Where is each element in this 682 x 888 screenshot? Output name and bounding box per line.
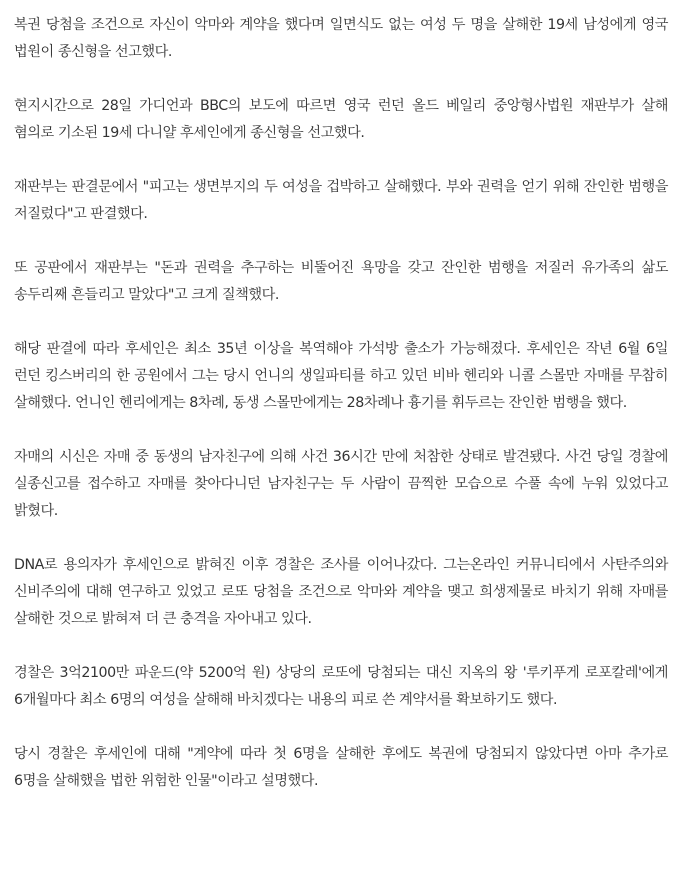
paragraph-5: 해당 판결에 따라 후세인은 최소 35년 이상을 복역해야 가석방 출소가 가능해졌다. 후세인은 작년 6월 6일 런던 킹스버리의 한 공원에서 그는 당시 언니의 생일파티를 하고 있던 비바 헨리와 니콜 스몰만 자매를 무참히 살해했다. 언니인 헨리에게는 8차례, 동생 스몰만에게는 28차례나 흉기를 휘두르는 잔인한 범행을 했다.	[14, 341, 668, 411]
paragraph-7: DNA로 용의자가 후세인으로 밝혀진 이후 경찰은 조사를 이어나갔다. 그는온라인 커뮤니티에서 사탄주의와 신비주의에 대해 연구하고 있었고 로또 당첨을 조건으로 악마와 계약을 맺고 희생제물로 바치기 위해 자매를 살해한 것으로 밝혀져 더 큰 충격을 자아내고 있다.	[14, 557, 668, 627]
paragraph-8: 경찰은 3억2100만 파운드(약 5200억 원) 상당의 로또에 당첨되는 대신 지옥의 왕 '루키푸게 로포칼레'에게 6개월마다 최소 6명의 여성을 살해해 바치겠다는 내용의 피로 쓴 계약서를 확보하기도 했다.	[14, 665, 668, 708]
paragraph-9: 당시 경찰은 후세인에 대해 "계약에 따라 첫 6명을 살해한 후에도 복권에 당첨되지 않았다면 아마 추가로 6명을 살해했을 법한 위험한 인물"이라고 설명했다.	[14, 746, 668, 789]
paragraph-1: 복권 당첨을 조건으로 자신이 악마와 계약을 했다며 일면식도 없는 여성 두 명을 살해한 19세 남성에게 영국 법원이 종신형을 선고했다.	[14, 17, 668, 60]
paragraph-3: 재판부는 판결문에서 "피고는 생면부지의 두 여성을 겁박하고 살해했다. 부와 권력을 얻기 위해 잔인한 범행을 저질렀다"고 판결했다.	[14, 179, 668, 222]
paragraph-2: 현지시간으로 28일 가디언과 BBC의 보도에 따르면 영국 런던 올드 베일리 중앙형사법원 재판부가 살해 혐의로 기소된 19세 다니얄 후세인에게 종신형을 선고했다.	[14, 98, 668, 141]
article-body	[14, 12, 668, 795]
paragraph-4: 또 공판에서 재판부는 "돈과 권력을 추구하는 비뚤어진 욕망을 갖고 잔인한 범행을 저질러 유가족의 삶도 송두리째 흔들리고 말았다"고 크게 질책했다.	[14, 260, 668, 303]
paragraph-6: 자매의 시신은 자매 중 동생의 남자친구에 의해 사건 36시간 만에 처참한 상태로 발견됐다. 사건 당일 경찰에 실종신고를 접수하고 자매를 찾아다니던 남자친구는 두 사람이 끔찍한 모습으로 수풀 속에 누워 있었다고 밝혔다.	[14, 449, 668, 519]
